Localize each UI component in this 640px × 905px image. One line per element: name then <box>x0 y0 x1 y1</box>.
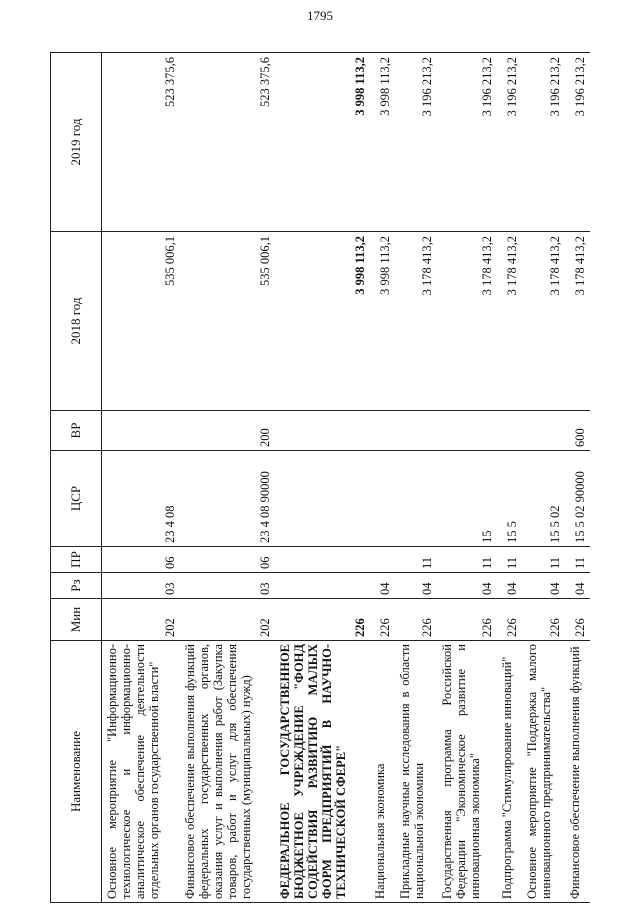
table-row <box>275 53 370 903</box>
cell-pr <box>275 547 370 573</box>
cell-rz: 04 <box>437 573 497 599</box>
cell-2018: 535 006,1 <box>102 232 180 411</box>
cell-2019: 523 375,6 <box>180 53 275 232</box>
cell-min: 226 <box>395 599 438 641</box>
cell-vr <box>102 411 180 451</box>
cell-2018: 3 178 413,2 <box>497 232 522 411</box>
cell-name: Финансовое обеспечение выполнения функций федеральных государственных органов, оказания услуг и выполнения работ (Закупка товаров, работ и услуг для обеспечения государственных (муниципальных) нужд) <box>180 641 275 903</box>
table-header-row <box>51 53 102 903</box>
budget-table <box>50 52 590 903</box>
header-pr: ПР <box>51 547 102 573</box>
header-csr: ЦСР <box>51 451 102 547</box>
cell-2019: 3 196 213,2 <box>395 53 438 232</box>
cell-rz: 04 <box>395 573 438 599</box>
cell-2019: 3 196 213,2 <box>565 53 590 232</box>
cell-min: 226 <box>497 599 522 641</box>
cell-rz: 04 <box>497 573 522 599</box>
page-number: 1795 <box>307 8 333 23</box>
cell-min: 226 <box>275 599 370 641</box>
cell-name: Подпрограмма "Стимулирование инноваций" <box>497 641 522 903</box>
cell-rz: 04 <box>370 573 395 599</box>
table-row <box>522 53 565 903</box>
cell-vr <box>395 411 438 451</box>
cell-csr: 15 5 <box>497 451 522 547</box>
table-row <box>370 53 395 903</box>
cell-csr <box>370 451 395 547</box>
cell-vr <box>497 411 522 451</box>
cell-2018: 535 006,1 <box>180 232 275 411</box>
cell-vr <box>275 411 370 451</box>
cell-pr <box>370 547 395 573</box>
cell-pr: 11 <box>565 547 590 573</box>
cell-csr <box>275 451 370 547</box>
cell-2019: 3 196 213,2 <box>522 53 565 232</box>
header-min: Мин <box>51 599 102 641</box>
cell-csr: 15 5 02 <box>522 451 565 547</box>
table-row <box>437 53 497 903</box>
cell-pr: 06 <box>102 547 180 573</box>
cell-rz: 04 <box>565 573 590 599</box>
table-row <box>102 53 180 903</box>
cell-2019: 3 196 213,2 <box>437 53 497 232</box>
cell-2018: 3 178 413,2 <box>395 232 438 411</box>
cell-2019: 3 998 113,2 <box>370 53 395 232</box>
header-rz: Рз <box>51 573 102 599</box>
cell-rz: 04 <box>522 573 565 599</box>
cell-min: 226 <box>370 599 395 641</box>
cell-2018: 3 178 413,2 <box>522 232 565 411</box>
header-2018: 2018 год <box>51 232 102 411</box>
cell-vr: 600 <box>565 411 590 451</box>
rotated-table-container <box>50 53 590 903</box>
cell-min: 226 <box>565 599 590 641</box>
header-2019: 2019 год <box>51 53 102 232</box>
cell-name: Прикладные научные исследования в области национальной экономики <box>395 641 438 903</box>
cell-2018: 3 998 113,2 <box>275 232 370 411</box>
cell-2019: 523 375,6 <box>102 53 180 232</box>
cell-rz <box>275 573 370 599</box>
cell-2018: 3 178 413,2 <box>565 232 590 411</box>
header-vr: ВР <box>51 411 102 451</box>
cell-name: Финансовое обеспечение выполнения функций <box>565 641 590 903</box>
cell-csr: 23 4 08 <box>102 451 180 547</box>
cell-2018: 3 998 113,2 <box>370 232 395 411</box>
cell-name: Национальная экономика <box>370 641 395 903</box>
cell-name: Государственная программа Российской Федерации "Экономическое развитие и инновационная экономика" <box>437 641 497 903</box>
cell-vr: 200 <box>180 411 275 451</box>
header-name: Наименование <box>51 641 102 903</box>
cell-pr: 11 <box>497 547 522 573</box>
cell-rz: 03 <box>180 573 275 599</box>
cell-min: 226 <box>437 599 497 641</box>
cell-pr: 11 <box>522 547 565 573</box>
cell-min: 226 <box>522 599 565 641</box>
cell-name: Основное мероприятие "Информационно-технологическое и информационно-аналитическое обеспечение деятельности отдельных органов государственной власти" <box>102 641 180 903</box>
cell-csr <box>395 451 438 547</box>
cell-vr <box>370 411 395 451</box>
cell-pr: 11 <box>395 547 438 573</box>
table-row <box>565 53 590 903</box>
cell-pr: 11 <box>437 547 497 573</box>
cell-vr <box>522 411 565 451</box>
cell-csr: 15 5 02 90000 <box>565 451 590 547</box>
table-row <box>497 53 522 903</box>
cell-pr: 06 <box>180 547 275 573</box>
table-row <box>180 53 275 903</box>
cell-name: ФЕДЕРАЛЬНОЕ ГОСУДАРСТВЕННОЕ БЮДЖЕТНОЕ УЧРЕЖДЕНИЕ "ФОНД СОДЕЙСТВИЯ РАЗВИТИЮ МАЛЫХ ФОРМ ПРЕДПРИЯТИЙ В НАУЧНО-ТЕХНИЧЕСКОЙ СФЕРЕ" <box>275 641 370 903</box>
cell-vr <box>437 411 497 451</box>
cell-2019: 3 196 213,2 <box>497 53 522 232</box>
cell-rz: 03 <box>102 573 180 599</box>
cell-name: Основное мероприятие "Поддержка малого инновационного предпринимательства" <box>522 641 565 903</box>
cell-csr: 15 <box>437 451 497 547</box>
cell-csr: 23 4 08 90000 <box>180 451 275 547</box>
cell-min: 202 <box>180 599 275 641</box>
table-row <box>395 53 438 903</box>
cell-min: 202 <box>102 599 180 641</box>
cell-2019: 3 998 113,2 <box>275 53 370 232</box>
cell-2018: 3 178 413,2 <box>437 232 497 411</box>
